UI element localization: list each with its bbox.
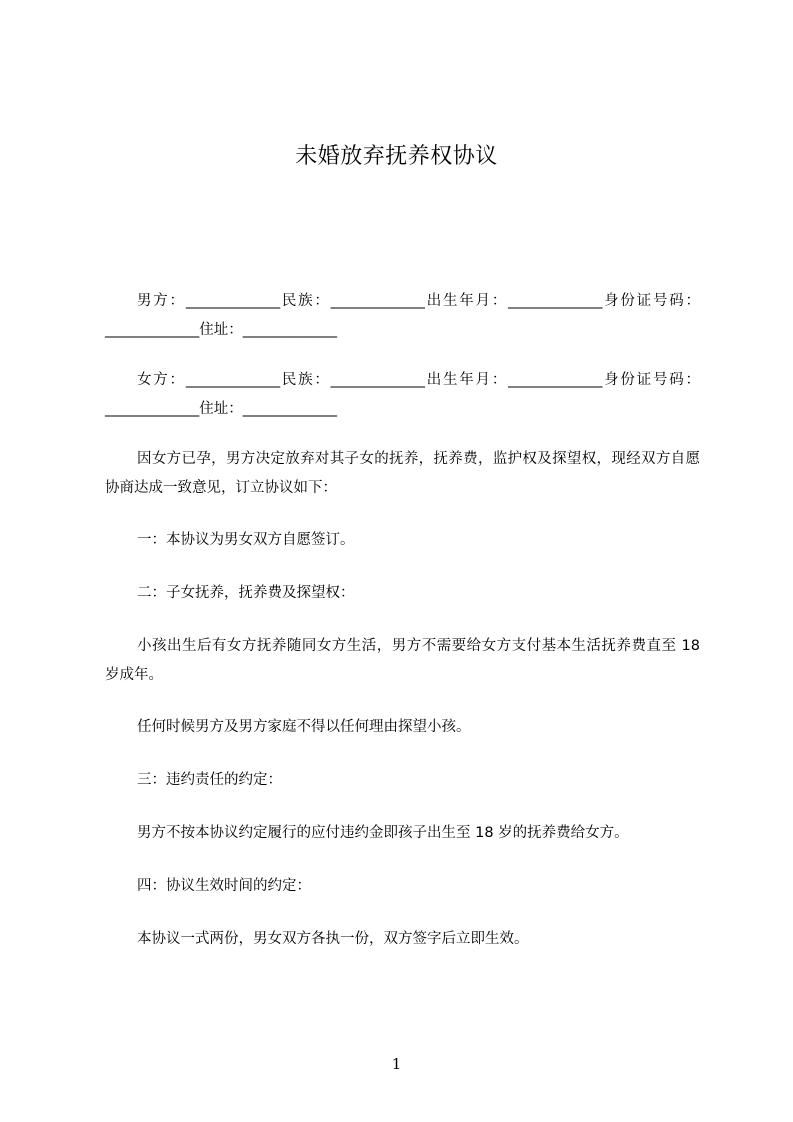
clause-2-heading: 二：子女抚养，抚养费及探望权： <box>137 585 355 601</box>
female-party-info: 女方：_____________民族：_____________出生年月：_____________身份证号码：_____________住址：_____________ <box>105 372 700 417</box>
clause-2-body-1: 小孩出生后有女方抚养随同女方生活，男方不需要给女方支付基本生活抚养费直至 18 岁成年。 <box>105 638 700 683</box>
male-party-info: 男方：_____________民族：_____________出生年月：_____________身份证号码：_____________住址：_____________ <box>105 293 700 338</box>
clause-3-heading: 三：违约责任的约定： <box>137 772 282 788</box>
clause-3-body: 男方不按本协议约定履行的应付违约金即孩子出生至 18 岁的抚养费给女方。 <box>137 825 629 841</box>
document-title: 未婚放弃抚养权协议 <box>295 144 498 169</box>
clause-1: 一：本协议为男女双方自愿签订。 <box>137 532 355 548</box>
intro-paragraph: 因女方已孕，男方决定放弃对其子女的抚养，抚养费，监护权及探望权，现经双方自愿协商达成一致意见，订立协议如下： <box>105 451 700 496</box>
clause-2-body-2: 任何时候男方及男方家庭不得以任何理由探望小孩。 <box>137 719 471 735</box>
page-number: 1 <box>391 1055 402 1073</box>
clause-4-heading: 四：协议生效时间的约定： <box>137 878 311 894</box>
clause-4-body: 本协议一式两份，男女双方各执一份，双方签字后立即生效。 <box>137 931 529 947</box>
